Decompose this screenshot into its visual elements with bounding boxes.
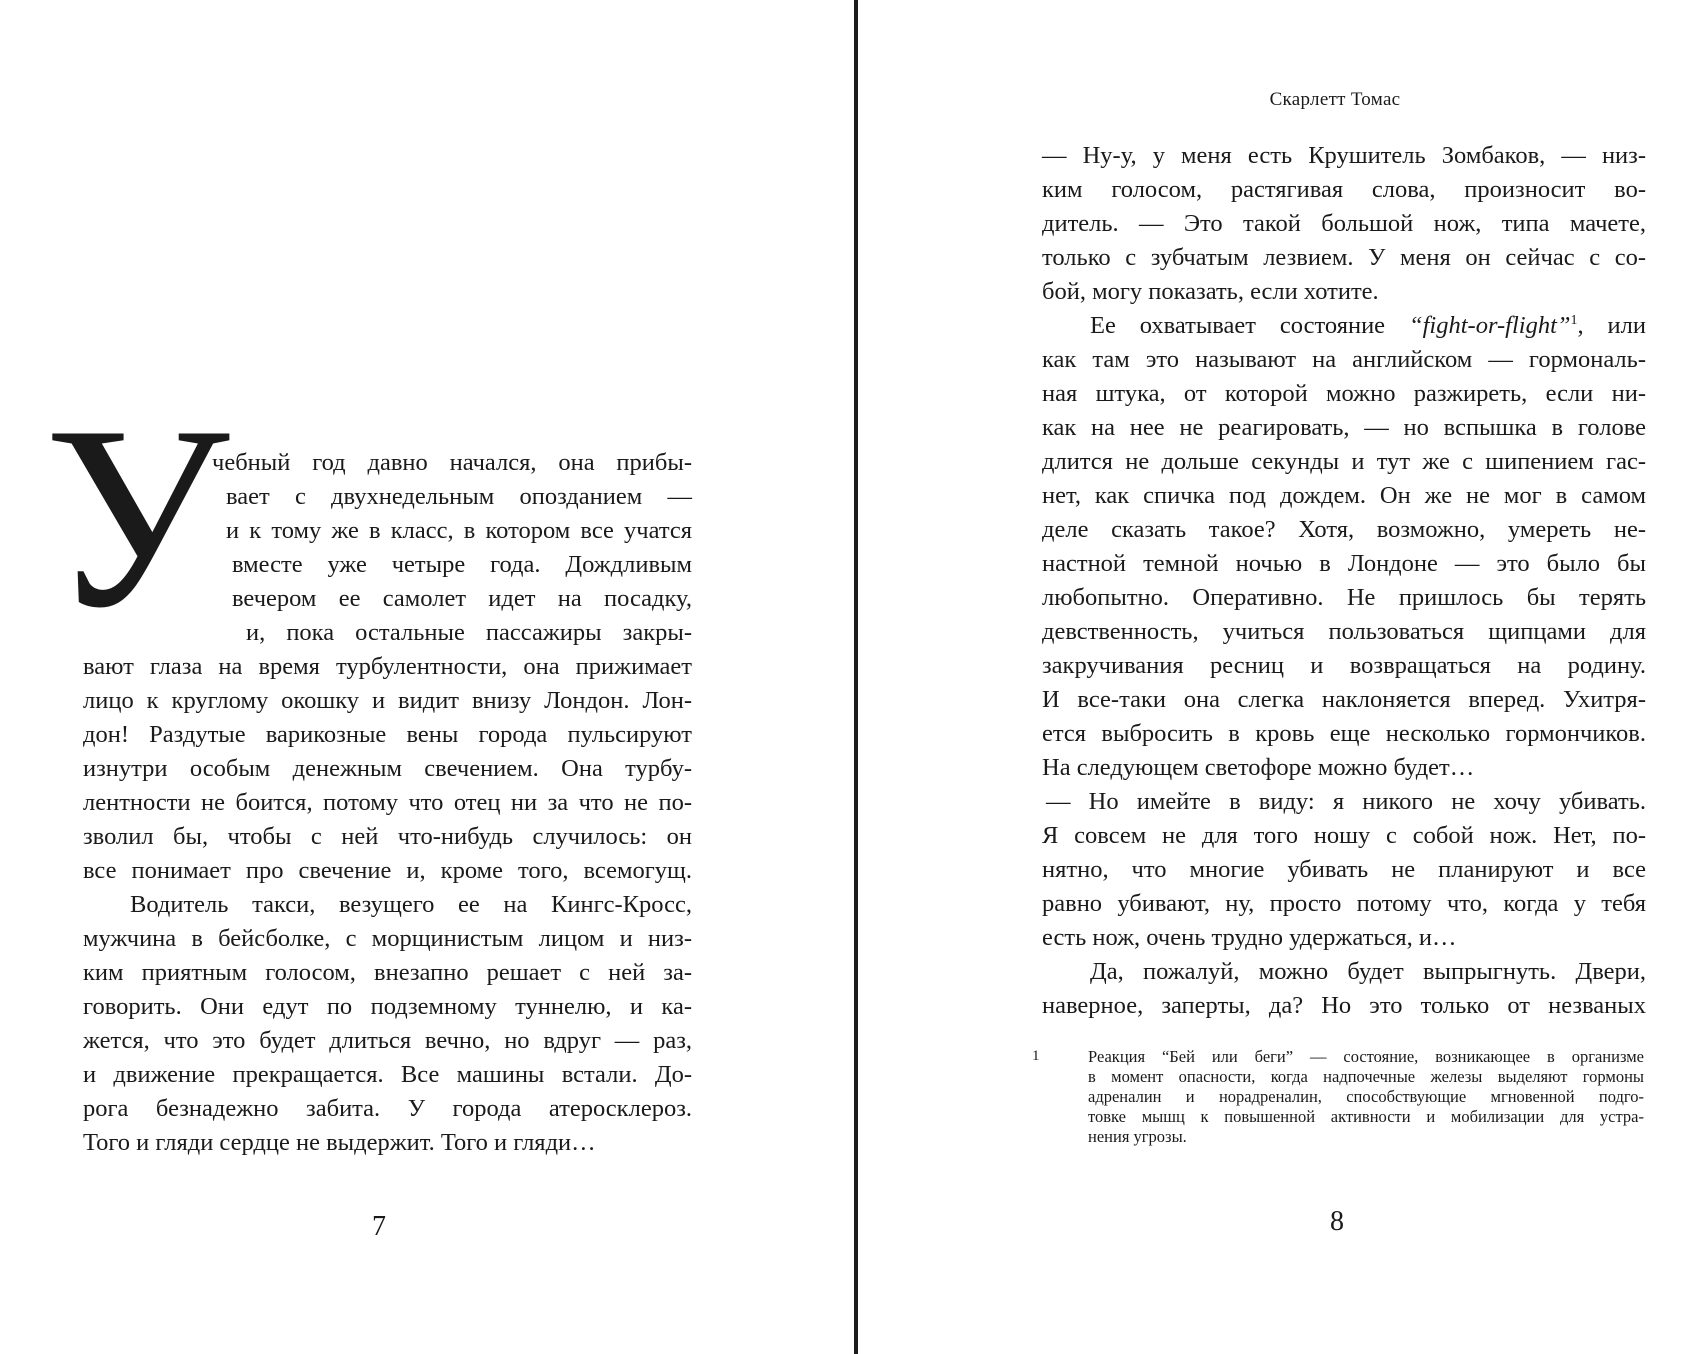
text-line: только с зубчатым лезвием. У меня он сейчас с со- [1042, 244, 1646, 271]
text-line: есть нож, очень трудно удержаться, и… [1042, 924, 1457, 951]
text-line: Я совсем не для того ношу с собой нож. Нет, по- [1042, 822, 1646, 849]
text-line: нятно, что многие убивать не планируют и все [1042, 856, 1646, 883]
text-line: изнутри особым денежным свечением. Она турбу- [83, 755, 692, 782]
text-line: все понимает про свечение и, кроме того, всемогущ. [83, 857, 692, 884]
text-line: дон! Раздутые варикозные вены города пульсируют [83, 721, 692, 748]
text-line: На следующем светофоре можно будет… [1042, 754, 1475, 781]
text-line: как там это называют на английском — гормональ- [1042, 346, 1646, 373]
text-line: наверное, заперты, да? Но это только от незваных [1042, 992, 1646, 1019]
text-line: жется, что это будет длиться вечно, но вдруг — раз, [83, 1027, 692, 1054]
text-line: ким голосом, растягивая слова, произносит во- [1042, 176, 1646, 203]
text-line: вает с двухнедельным опозданием — [226, 483, 692, 510]
italic-phrase: “fight-or-flight” [1408, 312, 1571, 339]
text-line: равно убивают, ну, просто потому что, когда у тебя [1042, 890, 1646, 917]
text-line: Того и гляди сердце не выдержит. Того и гляди… [83, 1129, 596, 1156]
text-line: вместе уже четыре года. Дождливым [232, 551, 692, 578]
text-line: и к тому же в класс, в котором все учатся [226, 517, 692, 544]
text-line: лентности не боится, потому что отец ни за что не по- [83, 789, 692, 816]
text-segment: , или [1577, 312, 1646, 339]
footnote-line: в момент опасности, когда надпочечные железы выделяют гормоны [1088, 1067, 1644, 1086]
page-number: 8 [1330, 1206, 1344, 1237]
text-line: и, пока остальные пассажиры закры- [246, 619, 692, 646]
text-line: деле сказать такое? Хотя, возможно, умереть не- [1042, 516, 1646, 543]
text-line: девственность, учиться пользоваться щипцами для [1042, 618, 1646, 645]
footnote-number: 1 [1032, 1048, 1040, 1064]
text-line: закручивания ресниц и возвращаться на родину. [1042, 652, 1646, 679]
text-line: любопытно. Оперативно. Не пришлось бы терять [1042, 584, 1646, 611]
text-line: — Ну-у, у меня есть Крушитель Зомбаков, — низ- [1042, 142, 1646, 169]
footnote-line: Реакция “Бей или беги” — состояние, возникающее в организме [1088, 1047, 1644, 1066]
footnote-line: нения угрозы. [1088, 1127, 1187, 1146]
text-line: чебный год давно начался, она прибы- [212, 449, 692, 476]
text-line: Водитель такси, везущего ее на Кингс-Кросс, [130, 891, 692, 918]
text-line: лицо к круглому окошку и видит внизу Лондон. Лон- [83, 687, 692, 714]
text-line: ная штука, от которой можно разжиреть, если ни- [1042, 380, 1646, 407]
text-line: и движение прекращается. Все машины встали. До- [83, 1061, 692, 1088]
text-line: бой, могу показать, если хотите. [1042, 278, 1379, 305]
text-segment: Ее охватывает состояние [1090, 312, 1386, 339]
text-line: мужчина в бейсболке, с морщинистым лицом и низ- [83, 925, 692, 952]
drop-cap: У [44, 372, 230, 662]
text-line: зволил бы, чтобы с ней что-нибудь случилось: он [83, 823, 692, 850]
text-line: вечером ее самолет идет на посадку, [232, 585, 692, 612]
text-line: дитель. — Это такой большой нож, типа мачете, [1042, 210, 1646, 237]
text-line: рога безнадежно забита. У города атеросклероз. [83, 1095, 692, 1122]
text-line: И все-таки она слегка наклоняется вперед. Ухитря- [1042, 686, 1646, 713]
text-line: длится не дольше секунды и тут же с шипением гас- [1042, 448, 1646, 475]
footnote-line: товке мышц к повышенной активности и мобилизации для устра- [1088, 1107, 1644, 1126]
footnote-reference[interactable]: 1 [1570, 312, 1578, 328]
text-line: нет, как спичка под дождем. Он же не мог в самом [1042, 482, 1646, 509]
text-line: как на нее не реагировать, — но вспышка в голове [1042, 414, 1646, 441]
text-line: ется выбросить в кровь еще несколько гормончиков. [1042, 720, 1646, 747]
text-line: вают глаза на время турбулентности, она прижимает [83, 653, 692, 680]
text-line-with-footnote [1090, 309, 1646, 343]
text-line: Да, пожалуй, можно будет выпрыгнуть. Двери, [1090, 958, 1646, 985]
footnote-line: адреналин и норадреналин, способствующие мгновенной подго- [1088, 1087, 1644, 1106]
running-head: Скарлетт Томас [1269, 89, 1401, 110]
text-line: настной темной ночью в Лондоне — это было бы [1042, 550, 1646, 577]
page-number: 7 [372, 1211, 386, 1242]
text-line: — Но имейте в виду: я никого не хочу убивать. [1046, 788, 1646, 815]
text-line: ким приятным голосом, внезапно решает с ней за- [83, 959, 692, 986]
text-line: говорить. Они едут по подземному туннелю, и ка- [83, 993, 692, 1020]
